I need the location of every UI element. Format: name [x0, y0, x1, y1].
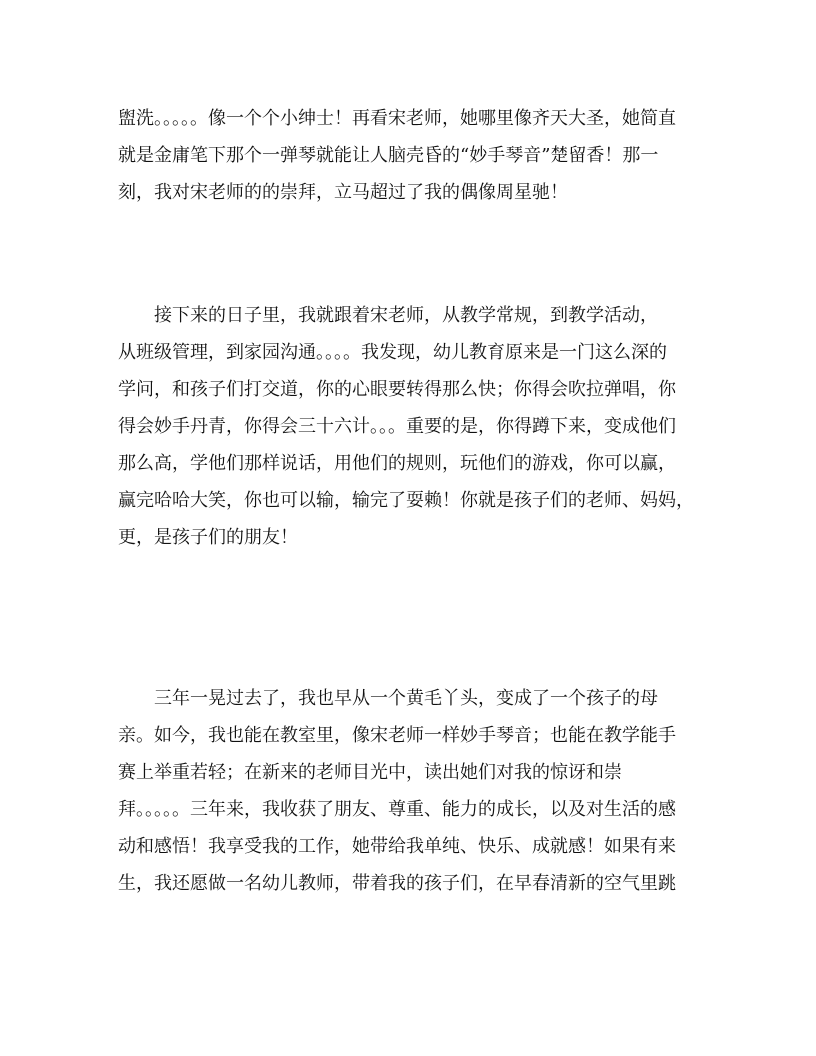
paragraph-2 [118, 297, 698, 556]
text-line: 拜。。。。。三年来，我收获了朋友、尊重、能力的成长，以及对生活的感 [118, 799, 676, 820]
paragraph-3 [118, 680, 698, 902]
text-line: 那么高，学他们那样说话，用他们的规则，玩他们的游戏，你可以赢， [118, 453, 676, 474]
paragraph-1 [118, 100, 698, 211]
text-line: 从班级管理，到家园沟通。。。。我发现，幼儿教育原来是一门这么深的 [118, 342, 667, 363]
text-line: 盥洗。。。。。像一个个小绅士！再看宋老师，她哪里像齐天大圣，她简直 [118, 108, 676, 129]
text-line: 接下来的日子里，我就跟着宋老师，从教学常规，到教学活动， [118, 305, 658, 326]
text-line: 就是金庸笔下那个一弹琴就能让人脑壳昏的“妙手琴音”楚留香！那一 [118, 145, 659, 166]
text-line: 生，我还愿做一名幼儿教师，带着我的孩子们，在早春清新的空气里跳 [118, 873, 676, 894]
text-line: 更，是孩子们的朋友！ [118, 527, 298, 548]
text-line: 学问，和孩子们打交道，你的心眼要转得那么快；你得会吹拉弹唱，你 [118, 379, 676, 400]
text-line: 三年一晃过去了，我也早从一个黄毛丫头，变成了一个孩子的母 [118, 688, 658, 709]
text-line: 赛上举重若轻；在新来的老师目光中，读出她们对我的惊讶和崇 [118, 762, 622, 783]
text-line: 动和感悟！我享受我的工作，她带给我单纯、快乐、成就感！如果有来 [118, 836, 676, 857]
text-line: 得会妙手丹青，你得会三十六计。。。重要的是，你得蹲下来，变成他们 [118, 416, 676, 437]
text-line: 赢完哈哈大笑，你也可以输，输完了耍赖！你就是孩子们的老师、妈妈， [118, 490, 694, 511]
text-line: 刻，我对宋老师的的崇拜，立马超过了我的偶像周星驰！ [118, 182, 568, 203]
text-line: 亲。如今，我也能在教室里，像宋老师一样妙手琴音；也能在教学能手 [118, 725, 676, 746]
